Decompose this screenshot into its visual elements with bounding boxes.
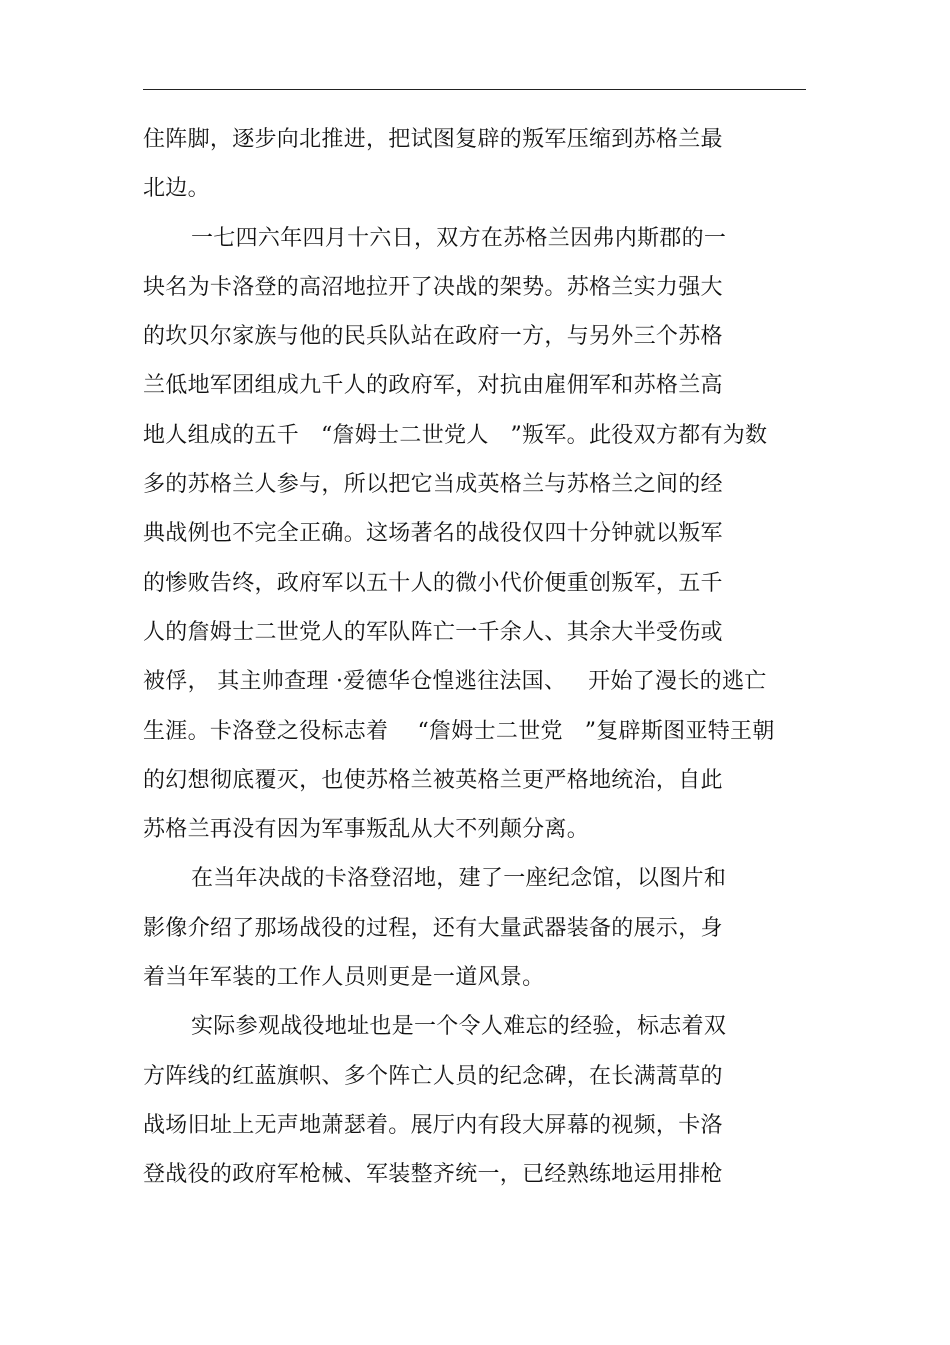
text-line: 苏格兰再没有因为军事叛乱从大不列颠分离。 <box>143 817 590 843</box>
text-line: 影像介绍了那场战役的过程，还有大量武器装备的展示，身 <box>143 915 723 941</box>
paragraph-start-line: 实际参观战役地址也是一个令人难忘的经验，标志着双 <box>191 1014 727 1040</box>
text-line: 登战役的政府军枪械、军装整齐统一，已经熟练地运用排枪 <box>143 1162 723 1188</box>
text-line: 典战例也不完全正确。这场著名的战役仅四十分钟就以叛军 <box>143 521 723 547</box>
text-line: 方阵线的红蓝旗帜、多个阵亡人员的纪念碑，在长满蒿草的 <box>143 1063 723 1089</box>
text-line: 被俘， 其主帅查理 ·爱德华仓惶逃往法国、 开始了漫长的逃亡 <box>143 669 767 695</box>
text-line: 着当年军装的工作人员则更是一道风景。 <box>143 965 545 991</box>
text-line: 兰低地军团组成九千人的政府军，对抗由雇佣军和苏格兰高 <box>143 373 723 399</box>
body-text <box>143 122 803 1207</box>
header-rule <box>143 89 806 90</box>
text-line: 生涯。卡洛登之役标志着 “詹姆士二世党 ”复辟斯图亚特王朝 <box>143 718 775 744</box>
text-line: 的幻想彻底覆灭，也使苏格兰被英格兰更严格地统治，自此 <box>143 767 723 793</box>
text-line: 块名为卡洛登的高沼地拉开了决战的架势。苏格兰实力强大 <box>143 274 723 300</box>
text-line: 地人组成的五千 “詹姆士二世党人 ”叛军。此役双方都有为数 <box>143 422 768 448</box>
text-line: 人的詹姆士二世党人的军队阵亡一千余人、其余大半受伤或 <box>143 619 723 645</box>
text-line: 战场旧址上无声地萧瑟着。展厅内有段大屏幕的视频，卡洛 <box>143 1112 723 1138</box>
text-line: 的坎贝尔家族与他的民兵队站在政府一方，与另外三个苏格 <box>143 324 723 350</box>
text-line: 的惨败告终，政府军以五十人的微小代价便重创叛军，五千 <box>143 570 723 596</box>
paragraph-start-line: 在当年决战的卡洛登沼地，建了一座纪念馆，以图片和 <box>191 866 727 892</box>
text-line: 多的苏格兰人参与，所以把它当成英格兰与苏格兰之间的经 <box>143 472 723 498</box>
paragraph-start-line: 一七四六年四月十六日，双方在苏格兰因弗内斯郡的一 <box>191 225 727 251</box>
text-line: 住阵脚，逐步向北推进，把试图复辟的叛军压缩到苏格兰最 <box>143 127 723 152</box>
text-line: 北边。 <box>143 176 210 202</box>
